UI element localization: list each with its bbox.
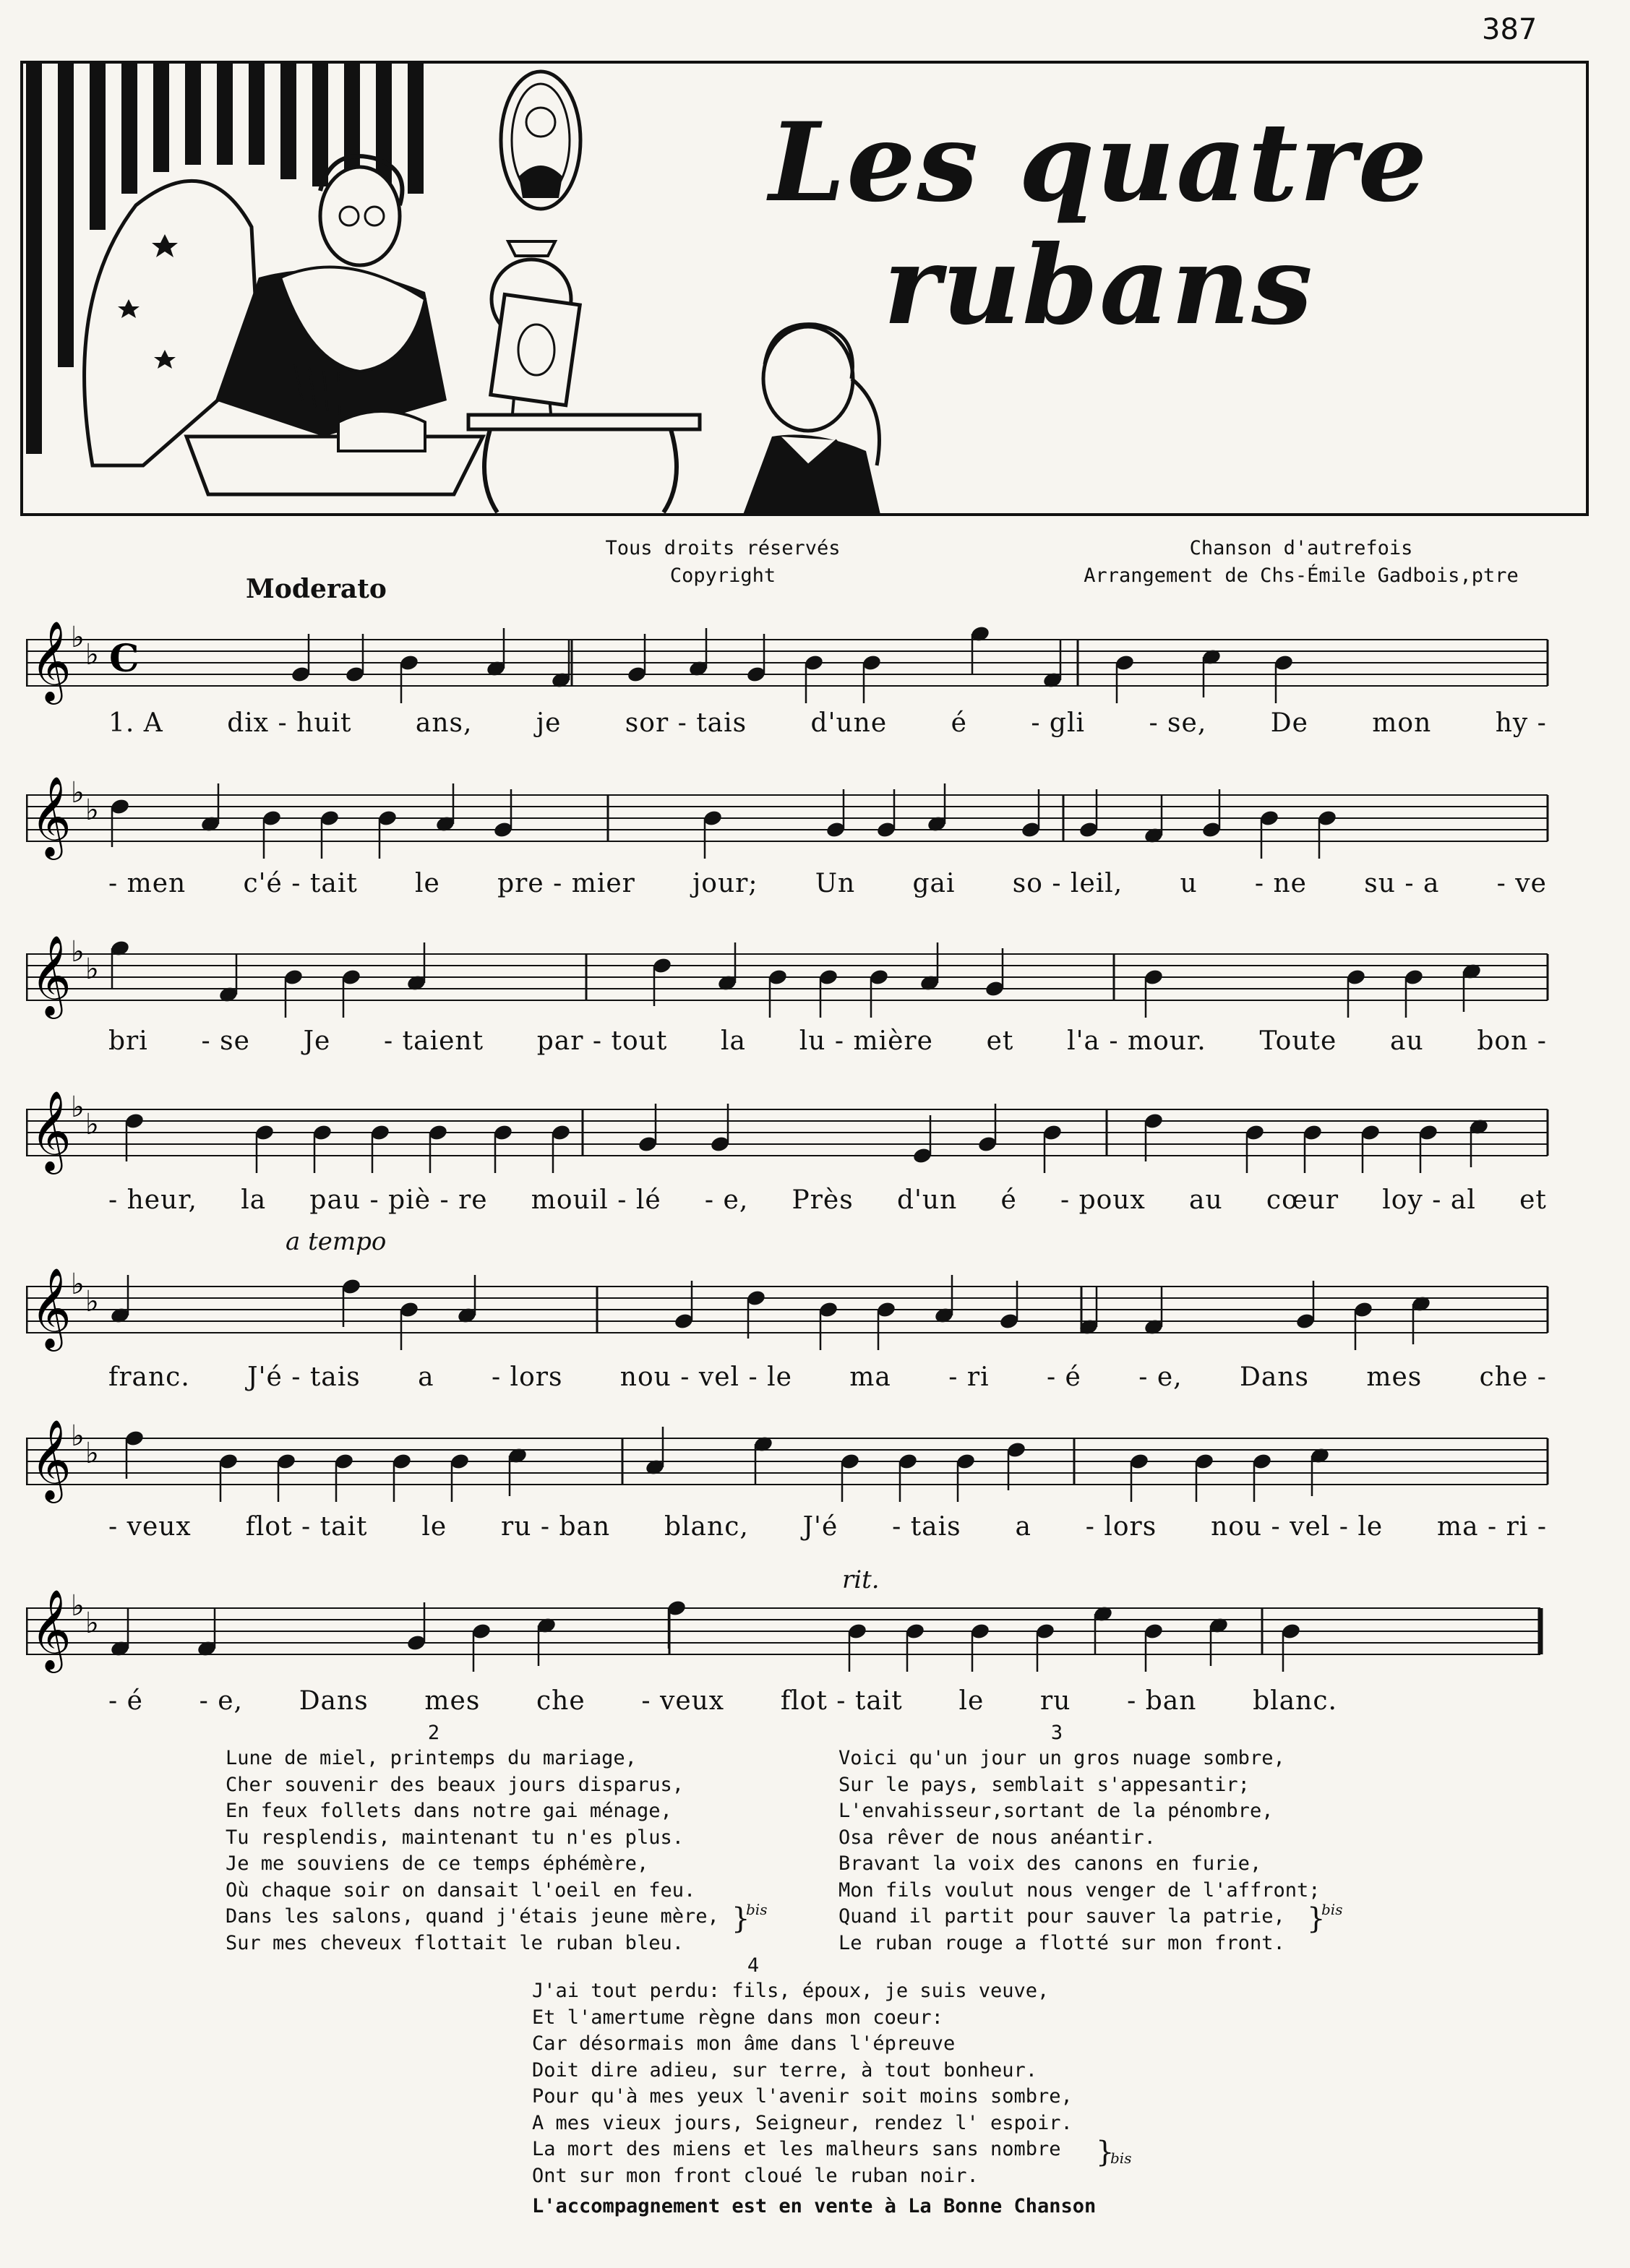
footer-note: L'accompagnement est en vente à La Bonne Chanson: [532, 2195, 1097, 2217]
side-table: [468, 415, 700, 429]
treble-clef-icon: 𝄞: [30, 776, 72, 856]
music-staff: [26, 755, 1551, 864]
a-tempo-marking: a tempo: [286, 1227, 387, 1256]
flat-icon: ♭: [85, 1437, 99, 1470]
repeat-brace: }: [1307, 1902, 1326, 1936]
bis-marker: bis: [746, 1901, 768, 1918]
lyric-line-2: - men c'é - tait le pre - mier jour; Un gai so - leil, u - ne su - a - ve: [108, 869, 1547, 898]
arrangement-text: Arrangement de Chs-Émile Gadbois,ptre: [1084, 564, 1519, 587]
music-staff: [26, 1070, 1551, 1178]
verse-number: 2: [427, 1722, 440, 1744]
verse-number: 4: [747, 1954, 760, 1977]
music-staff: [26, 914, 1551, 1023]
flat-icon: ♭: [85, 794, 99, 827]
treble-clef-icon: 𝄞: [30, 1267, 72, 1348]
common-time-icon: C: [109, 637, 140, 681]
flat-icon: ♭: [71, 1268, 85, 1301]
flat-icon: ♭: [85, 1607, 99, 1640]
lyric-line-5: franc. J'é - tais a - lors nou - vel - le ma - ri - é - e, Dans mes che -: [108, 1362, 1547, 1392]
wall-portrait: [501, 72, 580, 209]
flat-icon: ♭: [85, 1285, 99, 1318]
treble-clef-icon: 𝄞: [30, 620, 72, 701]
rights-text: Tous droits réservés: [605, 537, 841, 559]
rit-marking: rit.: [842, 1565, 880, 1594]
tempo-marking: Moderato: [246, 574, 387, 604]
page-number: 387: [1482, 13, 1537, 46]
treble-clef-icon: 𝄞: [30, 1090, 72, 1171]
verse-4: J'ai tout perdu: fils, époux, je suis veuve, Et l'amertume règne dans mon coeur: Car désormais mon âme dans l'épreuve Doit dire adieu, sur terre, à tout bonheur. Pour qu'à mes yeux l'avenir soit moins sombre, A mes vieux jours, Seigneur, rendez l' espoir. La mort des miens et les malheurs sans nombre Ont sur mon front cloué le ruban noir.: [532, 1980, 1073, 2187]
flat-icon: ♭: [85, 1108, 99, 1141]
music-staff: [26, 1247, 1551, 1355]
repeat-brace: }: [732, 1902, 750, 1936]
origin-block: [1041, 535, 1561, 590]
armchair: [85, 181, 259, 465]
verse-3: Voici qu'un jour un gros nuage sombre, Sur le pays, semblait s'appesantir; L'envahisseur,sortant de la pénombre, Osa rêver de nous anéantir. Bravant la voix des canons en furie, Mon fils voulut nous venger de l'affront; Quand il partit pour sauver la patrie, Le ruban rouge a flotté sur mon front.: [838, 1747, 1321, 1954]
copyright-text: Copyright: [669, 564, 776, 587]
treble-clef-icon: 𝄞: [30, 935, 72, 1015]
lyric-line-1: 1. A dix - huit ans, je sor - tais d'une é - gli - se, De mon hy -: [108, 708, 1547, 738]
flat-icon: ♭: [71, 776, 85, 809]
bis-marker: bis: [1110, 2149, 1132, 2167]
flat-icon: ♭: [71, 1419, 85, 1453]
verse-number: 3: [1050, 1722, 1063, 1744]
flat-icon: ♭: [85, 953, 99, 986]
girl-figure: [743, 325, 880, 515]
treble-clef-icon: 𝄞: [30, 1589, 72, 1670]
flat-icon: ♭: [71, 1589, 85, 1623]
music-staff: [26, 1568, 1551, 1677]
flat-icon: ♭: [71, 1091, 85, 1124]
flat-icon: ♭: [71, 621, 85, 654]
origin-text: Chanson d'autrefois: [1189, 537, 1413, 559]
music-staff: [26, 600, 1551, 708]
flat-icon: ♭: [71, 935, 85, 968]
song-title: Les quatre rubans: [768, 99, 1429, 349]
lyric-line-3: bri - se Je - taient par - tout la lu - mière et l'a - mour. Toute au bon -: [108, 1026, 1547, 1056]
lyric-line-6: - veux flot - tait le ru - ban blanc, J'é - tais a - lors nou - vel - le ma - ri -: [108, 1512, 1547, 1542]
bis-marker: bis: [1321, 1901, 1343, 1918]
repeat-brace: }: [1096, 2136, 1115, 2169]
treble-clef-icon: 𝄞: [30, 1419, 72, 1500]
music-staff: [26, 1399, 1551, 1507]
flat-icon: ♭: [85, 638, 99, 671]
lyric-line-4: - heur, la pau - piè - re mouil - lé - e, Près d'un é - poux au cœur loy - al et: [108, 1185, 1547, 1215]
lyric-line-7: - é - e, Dans mes che - veux flot - tait le ru - ban blanc.: [108, 1686, 1337, 1716]
verse-2: Lune de miel, printemps du mariage, Cher souvenir des beaux jours disparus, En feux follets dans notre gai ménage, Tu resplendis, maintenant tu n'es plus. Je me souviens de ce temps éphémère, Où chaque soir on dansait l'oeil en feu. Dans les salons, quand j'étais jeune mère, Sur mes cheveux flottait le ruban bleu.: [226, 1747, 719, 1954]
rights-block: [564, 535, 882, 590]
photo-frame: [491, 294, 580, 405]
